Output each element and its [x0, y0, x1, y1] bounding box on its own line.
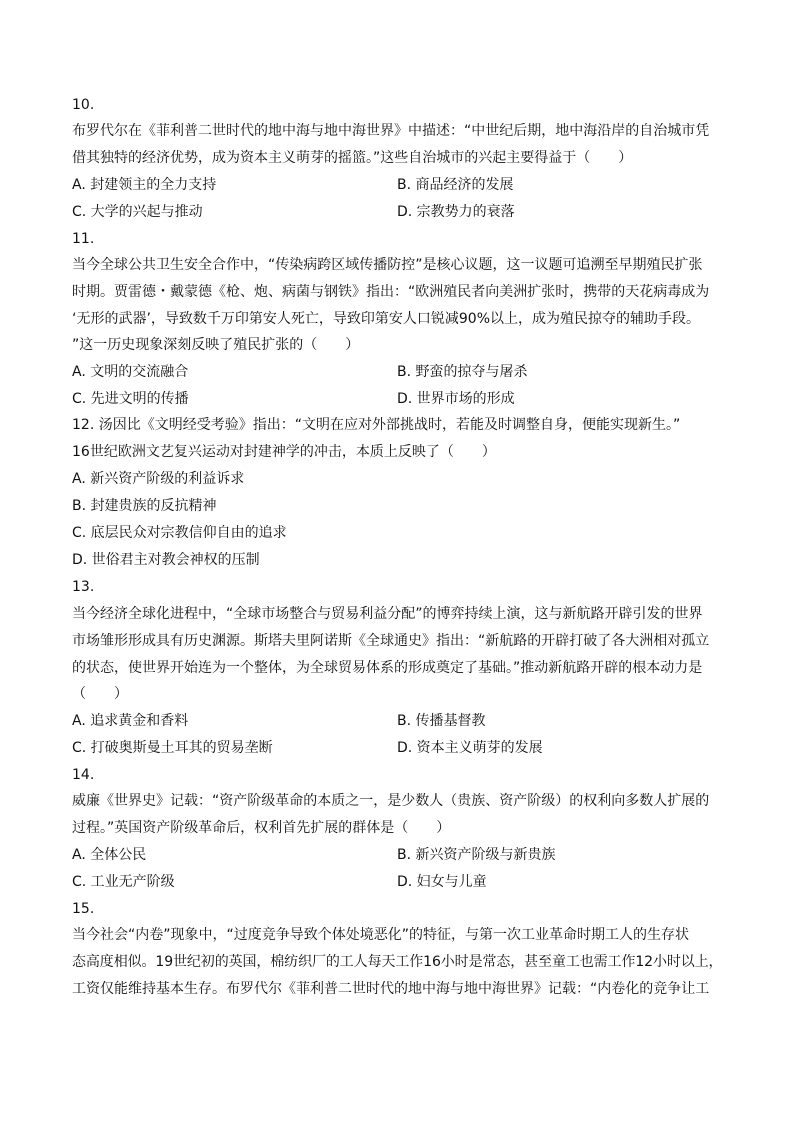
question-15-stem-line-1: 当今社会“内卷”现象中，“过度竞争导致个体处境恶化”的特征，与第一次工业革命时期工人的生存状: [72, 927, 690, 943]
question-10-option-c[interactable]: C. 大学的兴起与推动: [72, 204, 203, 220]
question-13-option-b[interactable]: B. 传播基督教: [397, 713, 486, 729]
question-15-number: 15.: [72, 901, 95, 917]
question-11-number: 11.: [72, 231, 95, 247]
question-12-stem-line-2: 16世纪欧洲文艺复兴运动对封建神学的冲击，本质上反映了（ ）: [72, 444, 496, 460]
question-14-stem-line-1: 威廉《世界史》记载：“资产阶级革命的本质之一，是少数人（贵族、资产阶级）的权利向多数人扩展的: [72, 793, 710, 809]
question-12-stem-line-1: 12. 汤因比《文明经受考验》指出：“文明在应对外部挑战时，若能及时调整自身，便能实现新生。”: [72, 417, 681, 433]
question-10-option-d[interactable]: D. 宗教势力的衰落: [397, 204, 515, 220]
question-12-option-a[interactable]: A. 新兴资产阶级的利益诉求: [72, 471, 245, 487]
question-13-stem-line-4: （ ）: [72, 686, 128, 702]
question-12-option-c[interactable]: C. 底层民众对宗教信仰自由的追求: [72, 525, 287, 541]
question-14-option-a[interactable]: A. 全体公民: [72, 847, 147, 863]
question-15-stem-line-3: 工资仅能维持基本生存。布罗代尔《菲利普二世时代的地中海与地中海世界》记载：“内卷化的竞争让工: [72, 981, 710, 997]
question-14-option-d[interactable]: D. 妇女与儿童: [397, 874, 487, 890]
question-10-option-a[interactable]: A. 封建领主的全力支持: [72, 177, 217, 193]
question-13-stem-line-3: 的状态，使世界开始连为一个整体，为全球贸易体系的形成奠定了基础。”推动新航路开辟的根本动力是: [72, 660, 703, 676]
question-11-stem-line-4: ”这一历史现象深刻反映了殖民扩张的（ ）: [72, 337, 360, 353]
question-10-option-b[interactable]: B. 商品经济的发展: [397, 177, 514, 193]
question-13-option-d[interactable]: D. 资本主义萌芽的发展: [397, 740, 543, 756]
question-12-option-d[interactable]: D. 世俗君主对教会神权的压制: [72, 552, 260, 568]
question-14-stem-line-2: 过程。”英国资产阶级革命后，权利首先扩展的群体是（ ）: [72, 820, 451, 836]
question-11-option-a[interactable]: A. 文明的交流融合: [72, 364, 189, 380]
question-13-stem-line-2: 市场雏形形成具有历史渊源。斯塔夫里阿诺斯《全球通史》指出：“新航路的开辟打破了各大洲相对孤立: [72, 633, 710, 649]
question-10-number: 10.: [72, 97, 95, 113]
question-11-stem-line-3: ‘无形的武器’，导致数千万印第安人死亡，导致印第安人口锐减90%以上，成为殖民掠夺的辅助手段。: [72, 311, 701, 327]
question-14-option-c[interactable]: C. 工业无产阶级: [72, 874, 175, 890]
question-11-stem-line-2: 时期。贾雷德・戴蒙德《枪、炮、病菌与钢铁》指出：“欧洲殖民者向美洲扩张时，携带的天花病毒成为: [72, 284, 710, 300]
question-14-number: 14.: [72, 767, 95, 783]
question-11-stem-line-1: 当今全球公共卫生安全合作中，“传染病跨区域传播防控”是核心议题，这一议题可追溯至早期殖民扩张: [72, 257, 703, 273]
question-10-stem-line-2: 借其独特的经济优势，成为资本主义萌芽的摇篮。”这些自治城市的兴起主要得益于（ ）: [72, 150, 633, 166]
question-10-stem-line-1: 布罗代尔在《菲利普二世时代的地中海与地中海世界》中描述：“中世纪后期，地中海沿岸的自治城市凭: [72, 123, 710, 139]
question-13-number: 13.: [72, 579, 95, 595]
question-11-option-d[interactable]: D. 世界市场的形成: [397, 391, 515, 407]
question-13-stem-line-1: 当今经济全球化进程中，“全球市场整合与贸易利益分配”的博弈持续上演，这与新航路开辟引发的世界: [72, 606, 703, 622]
question-12-option-b[interactable]: B. 封建贵族的反抗精神: [72, 498, 217, 514]
question-14-option-b[interactable]: B. 新兴资产阶级与新贵族: [397, 847, 556, 863]
question-15-stem-line-2: 态高度相似。19世纪初的英国，棉纺织厂的工人每天工作16小时是常态，甚至童工也需工作12小时以上，: [72, 954, 723, 970]
question-11-option-c[interactable]: C. 先进文明的传播: [72, 391, 189, 407]
question-11-option-b[interactable]: B. 野蛮的掠夺与屠杀: [397, 364, 528, 380]
question-13-option-a[interactable]: A. 追求黄金和香料: [72, 713, 189, 729]
question-13-option-c[interactable]: C. 打破奥斯曼土耳其的贸易垄断: [72, 740, 273, 756]
